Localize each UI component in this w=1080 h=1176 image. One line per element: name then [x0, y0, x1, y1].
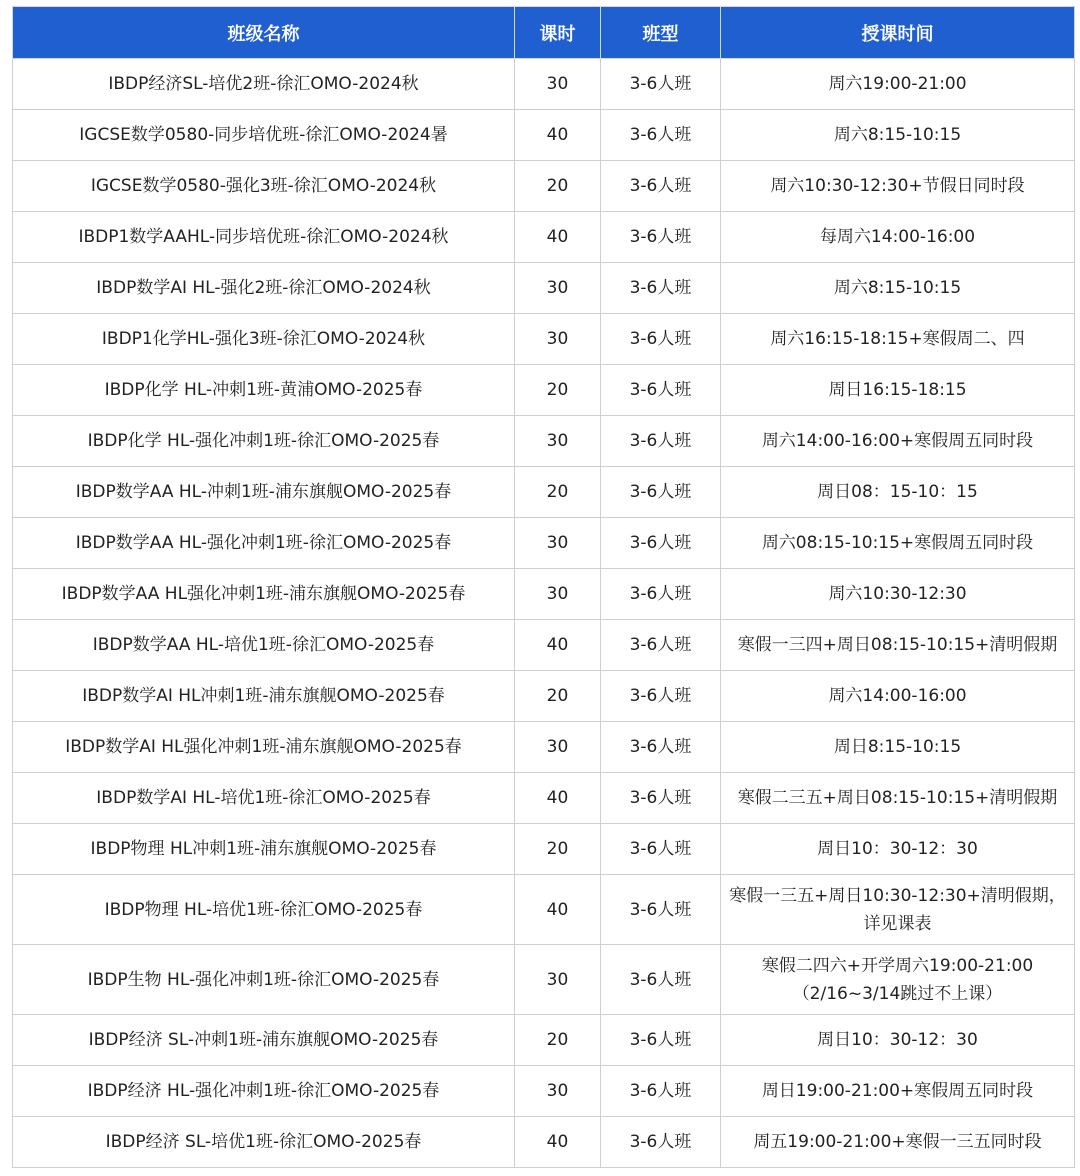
cell-class-type: 3-6人班 [601, 365, 721, 416]
cell-class-name: IBDP1数学AAHL-同步培优班-徐汇OMO-2024秋 [13, 212, 515, 263]
header-class-type: 班型 [601, 7, 721, 59]
cell-hours: 40 [515, 875, 601, 945]
cell-schedule: 周日10：30-12：30 [721, 824, 1075, 875]
cell-hours: 30 [515, 416, 601, 467]
cell-hours: 30 [515, 518, 601, 569]
cell-hours: 20 [515, 467, 601, 518]
table-row [13, 620, 1075, 671]
cell-hours: 30 [515, 569, 601, 620]
cell-hours: 40 [515, 773, 601, 824]
table-row [13, 1066, 1075, 1117]
cell-hours: 40 [515, 212, 601, 263]
table-row [13, 314, 1075, 365]
table-row [13, 569, 1075, 620]
table-row [13, 824, 1075, 875]
cell-schedule: 寒假二四六+开学周六19:00-21:00（2/16~3/14跳过不上课） [721, 945, 1075, 1015]
cell-class-name: IGCSE数学0580-同步培优班-徐汇OMO-2024暑 [13, 110, 515, 161]
table-row [13, 263, 1075, 314]
table-row [13, 671, 1075, 722]
cell-schedule: 周日16:15-18:15 [721, 365, 1075, 416]
cell-schedule: 周六08:15-10:15+寒假周五同时段 [721, 518, 1075, 569]
cell-schedule: 周日8:15-10:15 [721, 722, 1075, 773]
cell-class-name: IBDP化学 HL-强化冲刺1班-徐汇OMO-2025春 [13, 416, 515, 467]
table-row [13, 161, 1075, 212]
cell-class-type: 3-6人班 [601, 263, 721, 314]
cell-class-name: IBDP数学AI HL冲刺1班-浦东旗舰OMO-2025春 [13, 671, 515, 722]
table-row [13, 365, 1075, 416]
header-row [13, 7, 1075, 59]
cell-hours: 30 [515, 314, 601, 365]
cell-class-name: IBDP生物 HL-强化冲刺1班-徐汇OMO-2025春 [13, 945, 515, 1015]
cell-hours: 20 [515, 824, 601, 875]
cell-class-name: IBDP数学AI HL强化冲刺1班-浦东旗舰OMO-2025春 [13, 722, 515, 773]
cell-class-type: 3-6人班 [601, 314, 721, 365]
cell-hours: 20 [515, 1015, 601, 1066]
cell-schedule: 周六14:00-16:00+寒假周五同时段 [721, 416, 1075, 467]
cell-class-type: 3-6人班 [601, 773, 721, 824]
course-schedule-table-wrapper [12, 6, 1074, 1168]
cell-class-name: IBDP化学 HL-冲刺1班-黄浦OMO-2025春 [13, 365, 515, 416]
cell-hours: 30 [515, 945, 601, 1015]
cell-schedule: 周日19:00-21:00+寒假周五同时段 [721, 1066, 1075, 1117]
cell-class-type: 3-6人班 [601, 1117, 721, 1168]
cell-class-name: IBDP数学AA HL-强化冲刺1班-徐汇OMO-2025春 [13, 518, 515, 569]
table-header [13, 7, 1075, 59]
cell-schedule: 周六10:30-12:30+节假日同时段 [721, 161, 1075, 212]
cell-class-name: IBDP数学AA HL-冲刺1班-浦东旗舰OMO-2025春 [13, 467, 515, 518]
cell-hours: 40 [515, 620, 601, 671]
cell-schedule: 周六19:00-21:00 [721, 59, 1075, 110]
table-row [13, 416, 1075, 467]
cell-schedule: 每周六14:00-16:00 [721, 212, 1075, 263]
course-schedule-table [12, 6, 1075, 1168]
cell-schedule: 周六8:15-10:15 [721, 110, 1075, 161]
cell-class-type: 3-6人班 [601, 161, 721, 212]
table-row [13, 945, 1075, 1015]
cell-hours: 30 [515, 263, 601, 314]
cell-class-type: 3-6人班 [601, 875, 721, 945]
cell-schedule: 周五19:00-21:00+寒假一三五同时段 [721, 1117, 1075, 1168]
cell-class-type: 3-6人班 [601, 518, 721, 569]
cell-class-name: IBDP数学AI HL-强化2班-徐汇OMO-2024秋 [13, 263, 515, 314]
cell-class-name: IGCSE数学0580-强化3班-徐汇OMO-2024秋 [13, 161, 515, 212]
cell-class-name: IBDP经济 SL-培优1班-徐汇OMO-2025春 [13, 1117, 515, 1168]
cell-schedule: 周六8:15-10:15 [721, 263, 1075, 314]
table-row [13, 1015, 1075, 1066]
cell-class-type: 3-6人班 [601, 722, 721, 773]
cell-class-name: IBDP物理 HL-培优1班-徐汇OMO-2025春 [13, 875, 515, 945]
cell-hours: 40 [515, 110, 601, 161]
cell-schedule: 寒假一三五+周日10:30-12:30+清明假期，详见课表 [721, 875, 1075, 945]
table-body [13, 59, 1075, 1168]
table-row [13, 1117, 1075, 1168]
cell-class-type: 3-6人班 [601, 1015, 721, 1066]
cell-schedule: 周六14:00-16:00 [721, 671, 1075, 722]
cell-class-name: IBDP数学AA HL强化冲刺1班-浦东旗舰OMO-2025春 [13, 569, 515, 620]
cell-class-type: 3-6人班 [601, 416, 721, 467]
cell-class-type: 3-6人班 [601, 467, 721, 518]
cell-schedule: 周六16:15-18:15+寒假周二、四 [721, 314, 1075, 365]
header-class-name: 班级名称 [13, 7, 515, 59]
cell-hours: 20 [515, 365, 601, 416]
table-row [13, 875, 1075, 945]
cell-schedule: 周日08：15-10：15 [721, 467, 1075, 518]
cell-hours: 30 [515, 722, 601, 773]
cell-class-name: IBDP经济SL-培优2班-徐汇OMO-2024秋 [13, 59, 515, 110]
cell-hours: 30 [515, 59, 601, 110]
table-row [13, 722, 1075, 773]
cell-hours: 30 [515, 1066, 601, 1117]
table-row [13, 59, 1075, 110]
cell-class-name: IBDP经济 SL-冲刺1班-浦东旗舰OMO-2025春 [13, 1015, 515, 1066]
header-hours: 课时 [515, 7, 601, 59]
cell-schedule: 周日10：30-12：30 [721, 1015, 1075, 1066]
cell-class-name: IBDP经济 HL-强化冲刺1班-徐汇OMO-2025春 [13, 1066, 515, 1117]
cell-class-type: 3-6人班 [601, 1066, 721, 1117]
table-row [13, 110, 1075, 161]
table-row [13, 467, 1075, 518]
cell-class-type: 3-6人班 [601, 620, 721, 671]
cell-class-name: IBDP物理 HL冲刺1班-浦东旗舰OMO-2025春 [13, 824, 515, 875]
cell-class-type: 3-6人班 [601, 212, 721, 263]
cell-schedule: 寒假二三五+周日08:15-10:15+清明假期 [721, 773, 1075, 824]
cell-class-type: 3-6人班 [601, 59, 721, 110]
cell-class-type: 3-6人班 [601, 671, 721, 722]
cell-class-type: 3-6人班 [601, 569, 721, 620]
cell-class-type: 3-6人班 [601, 110, 721, 161]
table-row [13, 212, 1075, 263]
cell-class-type: 3-6人班 [601, 945, 721, 1015]
cell-schedule: 周六10:30-12:30 [721, 569, 1075, 620]
cell-class-name: IBDP数学AA HL-培优1班-徐汇OMO-2025春 [13, 620, 515, 671]
table-row [13, 773, 1075, 824]
cell-hours: 20 [515, 161, 601, 212]
cell-class-name: IBDP数学AI HL-培优1班-徐汇OMO-2025春 [13, 773, 515, 824]
table-row [13, 518, 1075, 569]
cell-class-type: 3-6人班 [601, 824, 721, 875]
cell-hours: 20 [515, 671, 601, 722]
cell-hours: 40 [515, 1117, 601, 1168]
header-schedule: 授课时间 [721, 7, 1075, 59]
cell-class-name: IBDP1化学HL-强化3班-徐汇OMO-2024秋 [13, 314, 515, 365]
cell-schedule: 寒假一三四+周日08:15-10:15+清明假期 [721, 620, 1075, 671]
